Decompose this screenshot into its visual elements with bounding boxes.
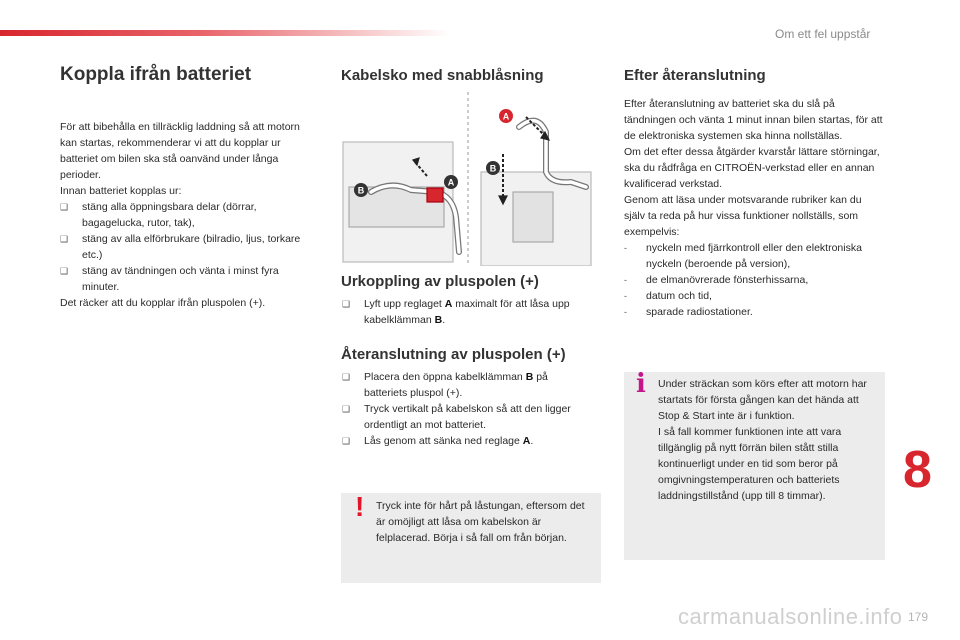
battery-clamp-illustration bbox=[341, 92, 595, 266]
list-item: ❑ Lås genom att sänka ned reglage A. bbox=[342, 435, 534, 447]
header-accent-bar bbox=[0, 30, 450, 36]
paragraph: Efter återanslutning av batteriet ska du slå på tändningen och vänta 1 minut innan bilen startas, för att de elektroniska systemen ska hinna nollställas. bbox=[624, 98, 883, 142]
bullet-icon: ❑ bbox=[342, 299, 351, 309]
paragraph: Genom att läsa under motsvarande rubriker kan du själv ta reda på hur vissa funktioner nollställs, som exempelvis: bbox=[624, 194, 862, 238]
intro-text: För att bibehålla en tillräcklig laddning så att motorn kan startas, rekommenderar vi att du kopplar ur batteriet om bilen ska stå oanvänd under långa perioder. bbox=[60, 121, 300, 181]
list-item: - sparade radiostationer. bbox=[624, 306, 753, 318]
info-icon: i bbox=[636, 369, 646, 399]
list-item: ❑ stäng alla öppningsbara delar (dörrar, bagagelucka, rutor, tak), bbox=[60, 201, 257, 229]
section-heading: Urkoppling av pluspolen (+) bbox=[341, 273, 539, 290]
list-item: ❑ Tryck vertikalt på kabelskon så att den ligger ordentligt an mot batteriet. bbox=[342, 403, 571, 431]
page-title: Koppla ifrån batteriet bbox=[60, 64, 252, 85]
outro-text: Det räcker att du kopplar ifrån pluspolen (+). bbox=[60, 297, 266, 309]
label-b: B bbox=[489, 163, 497, 174]
page-number: 179 bbox=[908, 610, 929, 624]
bullet-icon: ❑ bbox=[60, 202, 69, 212]
list-item: - de elmanövrerade fönsterhissarna, bbox=[624, 274, 809, 286]
section-title: Om ett fel uppstår bbox=[775, 27, 871, 41]
paragraph: Om det efter dessa åtgärder kvarstår lättare störningar, ska du rådfråga en CITROËN-verkstad eller en annan kvalificerad verkstad. bbox=[624, 146, 880, 190]
bullet-icon: ❑ bbox=[60, 234, 69, 244]
warning-box bbox=[341, 493, 601, 583]
bullet-icon: ❑ bbox=[60, 266, 69, 276]
label-b: B bbox=[357, 185, 365, 196]
clamp-unlock-diagram bbox=[343, 142, 459, 262]
warning-text: Tryck inte för hårt på låstungan, eftersom det är omöjligt att låsa om kabelskon är felplacerad. Börja i så fall om från början. bbox=[376, 500, 585, 544]
intro-section bbox=[60, 119, 315, 311]
label-a: A bbox=[447, 177, 455, 188]
list-item: ❑ stäng av alla elförbrukare (bilradio, ljus, torkare etc.) bbox=[60, 233, 301, 261]
section-heading: Återanslutning av pluspolen (+) bbox=[341, 346, 566, 363]
list-item: ❑ stäng av tändningen och vänta i minst fyra minuter. bbox=[60, 265, 279, 293]
reconnect-steps bbox=[342, 369, 592, 449]
disconnect-steps bbox=[342, 296, 592, 328]
bullet-icon: ❑ bbox=[342, 436, 351, 446]
chapter-number: 8 bbox=[903, 441, 932, 499]
info-text: Under sträckan som körs efter att motorn har startats för första gången kan det hända att Stop & Start inte är i funktion. I så fall kommer funktionen inte att vara tillgänglig på nytt förrän bilen stått stilla kontinuerligt under en tid som beror på omgivningstemperaturen och batteriets laddningstillstånd (upp till 8 timmar). bbox=[658, 378, 867, 502]
list-item: ❑ Lyft upp reglaget A maximalt för att låsa upp kabelklämman B. bbox=[342, 298, 570, 326]
watermark: carmanualsonline.info bbox=[678, 604, 903, 629]
section-heading: Efter återanslutning bbox=[624, 67, 766, 84]
list-item: - nyckeln med fjärrkontroll eller den elektroniska nyckeln (beroende på version), bbox=[624, 242, 862, 270]
info-box bbox=[624, 369, 885, 560]
pre-list-text: Innan batteriet kopplas ur: bbox=[60, 185, 182, 197]
warning-icon: ! bbox=[355, 491, 365, 522]
list-item: - datum och tid, bbox=[624, 290, 712, 302]
bullet-icon: ❑ bbox=[342, 372, 351, 382]
section-heading: Kabelsko med snabblåsning bbox=[341, 67, 544, 84]
bullet-icon: ❑ bbox=[342, 404, 351, 414]
after-reconnect-section bbox=[624, 96, 884, 320]
label-a: A bbox=[502, 111, 510, 122]
list-item: ❑ Placera den öppna kabelklämman B på batteriets pluspol (+). bbox=[342, 371, 548, 399]
